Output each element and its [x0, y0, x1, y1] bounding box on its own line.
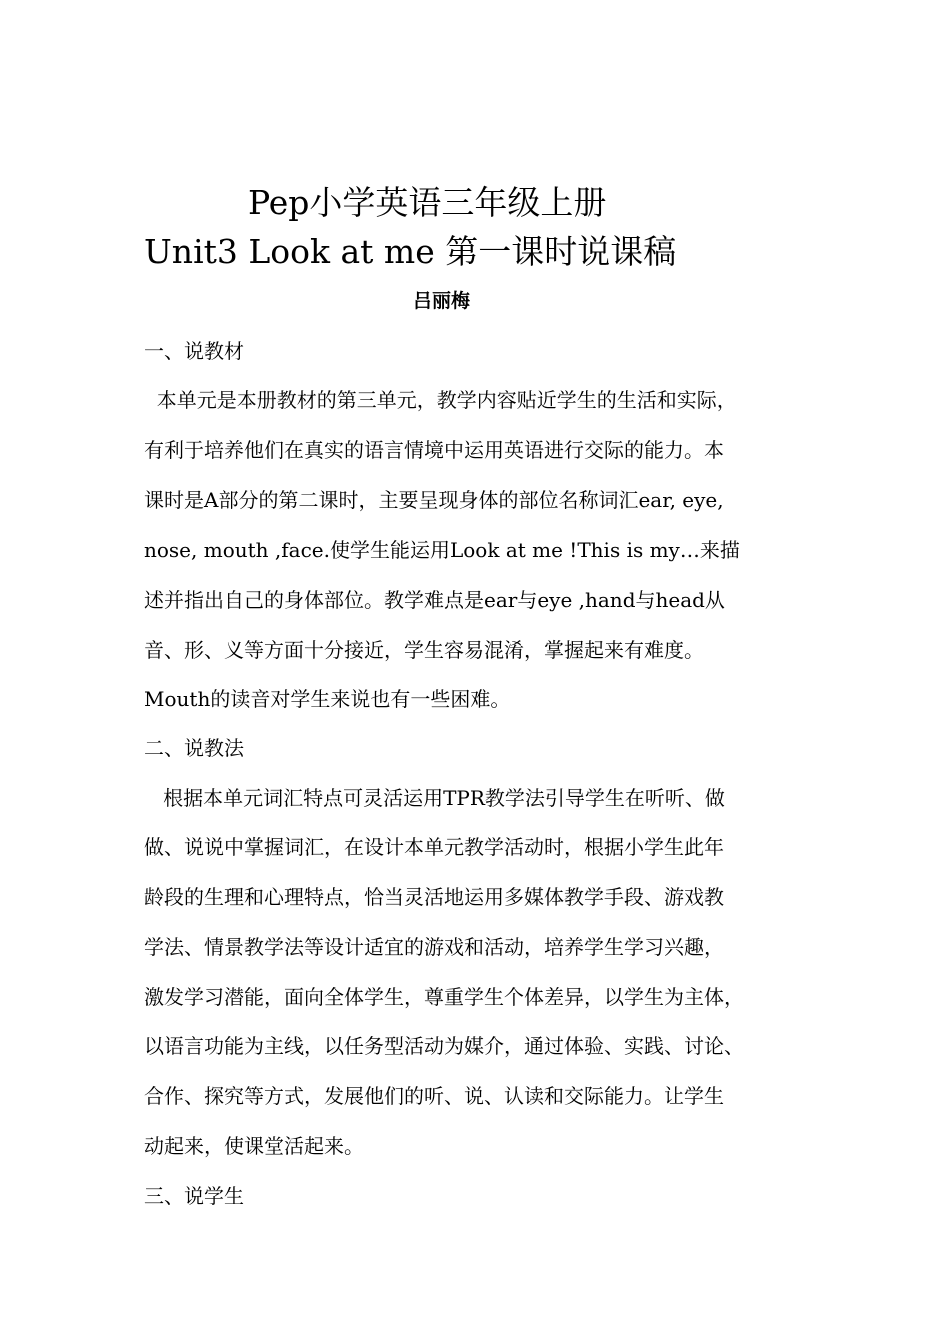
paragraph-line: 课时是A部分的第二课时，主要呈现身体的部位名称词汇ear, eye, [144, 488, 724, 512]
paragraph-line: 龄段的生理和心理特点，恰当灵活地运用多媒体教学手段、游戏教 [144, 885, 724, 909]
author-name: 吕丽梅 [413, 290, 471, 312]
paragraph-line: 本单元是本册教材的第三单元，教学内容贴近学生的生活和实际， [144, 388, 737, 412]
paragraph-line: nose, mouth ,face.使学生能运用Look at me !This is my…来描 [144, 538, 740, 562]
paragraph-line: 合作、探究等方式，发展他们的听、说、认读和交际能力。让学生 [144, 1084, 724, 1108]
paragraph-line: 以语言功能为主线，以任务型活动为媒介，通过体验、实践、讨论、 [144, 1034, 744, 1058]
paragraph-line: 述并指出自己的身体部位。教学难点是ear与eye ,hand与head从 [144, 588, 725, 612]
section-heading-students: 三、说学生 [144, 1184, 244, 1208]
section-heading-teaching-material: 一、说教材 [144, 339, 244, 363]
document-title-line-1: Pep小学英语三年级上册 [248, 183, 607, 222]
document-title-line-2: Unit3 Look at me 第一课时说课稿 [144, 232, 677, 271]
paragraph-line: 激发学习潜能，面向全体学生，尊重学生个体差异，以学生为主体， [144, 985, 744, 1009]
section-heading-teaching-method: 二、说教法 [144, 736, 244, 760]
paragraph-line: 根据本单元词汇特点可灵活运用TPR教学法引导学生在听听、做 [144, 786, 725, 810]
paragraph-line: 做、说说中掌握词汇，在设计本单元教学活动时，根据小学生此年 [144, 835, 724, 859]
paragraph-line: 有利于培养他们在真实的语言情境中运用英语进行交际的能力。本 [144, 438, 724, 462]
paragraph-line: 学法、情景教学法等设计适宜的游戏和活动，培养学生学习兴趣， [144, 935, 724, 959]
paragraph-line: 音、形、义等方面十分接近，学生容易混淆，掌握起来有难度。 [144, 638, 704, 662]
paragraph-line: Mouth的读音对学生来说也有一些困难。 [144, 687, 511, 711]
paragraph-line: 动起来，使课堂活起来。 [144, 1134, 364, 1158]
